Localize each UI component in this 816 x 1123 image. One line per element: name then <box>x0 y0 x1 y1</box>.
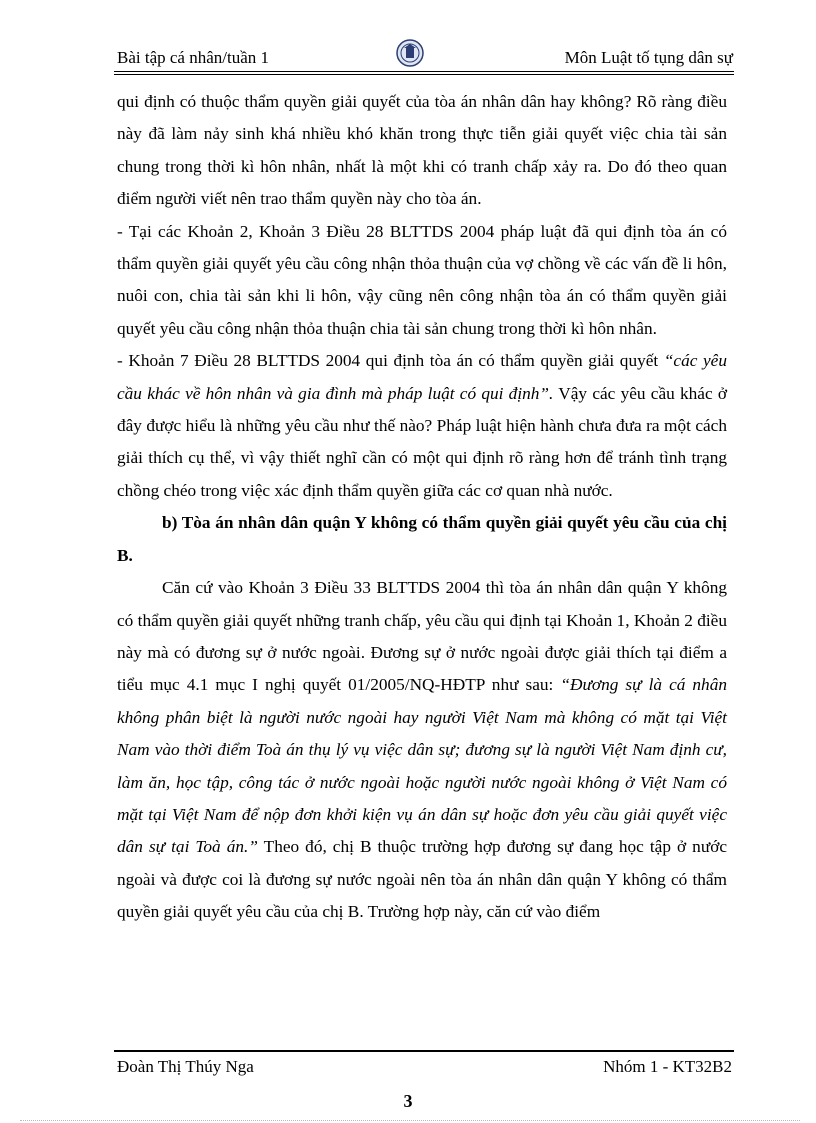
paragraph-3 <box>117 345 727 507</box>
paragraph-3-lead: - Khoản 7 Điều 28 BLTTDS 2004 qui định tòa án có thẩm quyền giải quyết <box>117 351 664 371</box>
paragraph-3-tail: Vậy các yêu cầu khác ở đây được hiểu là những yêu cầu như thế nào? Pháp luật hiện hành chưa đưa ra một cách giải thích cụ thể, vì vậy thiết nghĩ cần có một qui định rõ ràng hơn để tránh tình trạng chồng chéo trong việc xác định thẩm quyền giữa các cơ quan nhà nước. <box>117 383 728 500</box>
paragraph-4-lead: Căn cứ vào Khoản 3 Điều 33 BLTTDS 2004 thì tòa án nhân dân quận Y không có thẩm quyền giải quyết những tranh chấp, yêu cầu qui định tại Khoản 1, Khoản 2 điều này mà có đương sự ở nước ngoài. Đương sự ở nước ngoài được giải thích tại điểm a tiểu mục 4.1 mục I nghị quyết 01/2005/NQ-HĐTP như sau: <box>117 578 727 695</box>
header-right: Môn Luật tố tụng dân sự <box>564 48 733 67</box>
section-heading-b: b) Tòa án nhân dân quận Y không có thẩm quyền giải quyết yêu cầu của chị B. <box>117 513 727 565</box>
header-left: Bài tập cá nhân/tuần 1 <box>117 48 270 67</box>
paragraph-4-quote: “Đương sự là cá nhân không phân biệt là người nước ngoài hay người Việt Nam mà không có mặt tại Việt Nam vào thời điểm Toà án thụ lý vụ việc dân sự; đương sự là người Việt Nam định cư, làm ăn, học tập, công tác ở nước ngoài hoặc người nước ngoài không ở Việt Nam có mặt tại Việt Nam để nộp đơn khởi kiện vụ án dân sự hoặc đơn yêu cầu giải quyết việc dân sự tại Toà án.” <box>117 675 727 857</box>
paragraph-2: - Tại các Khoản 2, Khoản 3 Điều 28 BLTTDS 2004 pháp luật đã qui định tòa án có thẩm quyền giải quyết yêu cầu công nhận thỏa thuận của vợ chồng về các vấn đề li hôn, nuôi con, chia tài sản khi li hôn, vậy cũng nên công nhận tòa án có thẩm quyền giải quyết yêu cầu công nhận thỏa thuận chia tài sản chung trong thời kì hôn nhân. <box>117 221 727 338</box>
header-divider-2 <box>114 74 734 75</box>
paragraph-3-quote: “các yêu cầu khác về hôn nhân và gia đình mà pháp luật có qui định”. <box>117 351 727 403</box>
paragraph-4-tail: Theo đó, chị B thuộc trường hợp đương sự đang học tập ở nước ngoài và được coi là đương sự nước ngoài nên tòa án nhân dân quận Y không có thẩm quyền giải quyết yêu cầu của chị B. Trường hợp này, căn cứ vào điểm <box>117 837 727 922</box>
footer-divider <box>114 1050 734 1052</box>
footer-group: Nhóm 1 - KT32B2 <box>603 1057 732 1076</box>
university-logo-icon <box>395 38 425 68</box>
paragraph-4 <box>117 572 727 928</box>
page-number: 3 <box>403 1091 413 1111</box>
paragraph-1: qui định có thuộc thẩm quyền giải quyết của tòa án nhân dân hay không? Rõ ràng điều này đã làm nảy sinh khá nhiều khó khăn trong thực tiễn giải quyết việc chia tài sản chung trong thời kì hôn nhân, nhất là một khi có tranh chấp xảy ra. Do đó theo quan điểm người viết nên trao thẩm quyền này cho tòa án. <box>117 92 727 209</box>
document-body <box>117 86 727 929</box>
page-break-line <box>20 1120 800 1121</box>
footer-author: Đoàn Thị Thúy Nga <box>117 1057 254 1076</box>
header-divider <box>114 71 734 72</box>
